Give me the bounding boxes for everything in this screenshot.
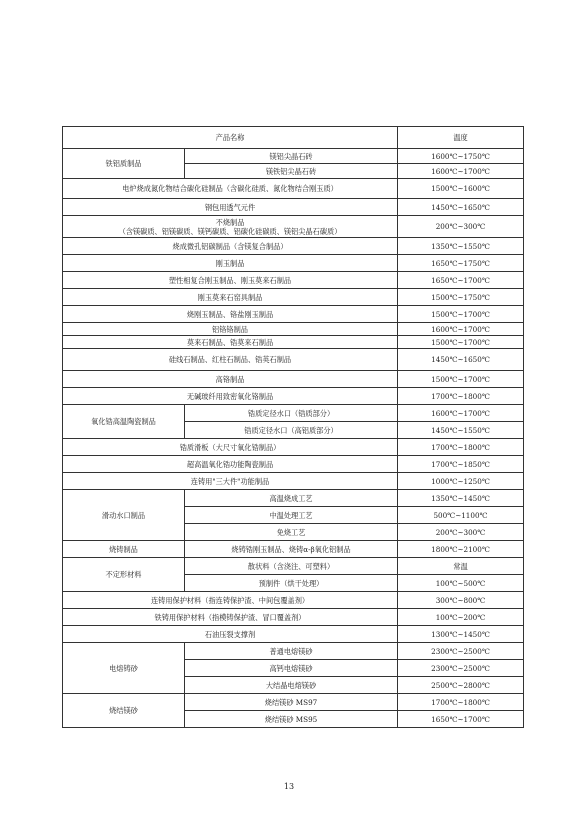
- temperature-cell: 1450℃~1550℃: [398, 422, 524, 439]
- product-name-cell: 锆质滑板（大尺寸氧化锆制品）: [63, 439, 398, 456]
- temperature-cell: 1350℃~1550℃: [398, 238, 524, 255]
- temperature-cell: 1300℃~1450℃: [398, 626, 524, 643]
- table-row: [63, 216, 524, 238]
- temperature-cell: 1700℃~1800℃: [398, 388, 524, 405]
- product-name-cell: 石油压裂支撑剂: [63, 626, 398, 643]
- product-name-cell: 烧成微孔铝碳制品（含镁复合制品）: [63, 238, 398, 255]
- table-row: [63, 643, 524, 660]
- table-row: [63, 149, 524, 164]
- header-row: [63, 127, 524, 149]
- product-name-cell: 超高温氧化锆功能陶瓷制品: [63, 456, 398, 473]
- category-cell: 铁铝质制品: [63, 149, 185, 179]
- product-name-cell: 塑性相复合刚玉制品、刚玉莫来石制品: [63, 272, 398, 289]
- temperature-cell: 1650℃~1700℃: [398, 272, 524, 289]
- temperature-cell: 1700℃~1800℃: [398, 694, 524, 711]
- table-row: [63, 199, 524, 216]
- product-name-cell: 钢包用透气元件: [63, 199, 398, 216]
- temperature-cell: 1800℃~2100℃: [398, 541, 524, 558]
- subcategory-cell: 锆质定径水口（锆质部分）: [185, 405, 398, 422]
- header-temperature: 温度: [398, 127, 524, 149]
- subcategory-cell: 免烧工艺: [185, 524, 398, 541]
- product-name-cell: 莫来石制品、锆莫来石制品: [63, 336, 398, 349]
- table-row: [63, 349, 524, 371]
- temperature-cell: 100℃~500℃: [398, 575, 524, 592]
- table-row: [63, 609, 524, 626]
- temperature-table: [62, 126, 524, 728]
- product-name-cell: 连铸用保护材料（指连铸保护渣、中间包覆盖剂）: [63, 592, 398, 609]
- table-row: [63, 694, 524, 711]
- table-row: [63, 592, 524, 609]
- table-row: [63, 439, 524, 456]
- table-row: [63, 490, 524, 507]
- subcategory-cell: 中温处理工艺: [185, 507, 398, 524]
- header-product: 产品名称: [63, 127, 398, 149]
- subcategory-cell: 高温烧成工艺: [185, 490, 398, 507]
- category-cell: 电熔铸砂: [63, 643, 185, 694]
- product-name-cell: 硅线石制品、红柱石制品、锆英石制品: [63, 349, 398, 371]
- table-row: [63, 405, 524, 422]
- temperature-cell: 1450℃~1650℃: [398, 199, 524, 216]
- temperature-cell: 1000℃~1250℃: [398, 473, 524, 490]
- temperature-cell: 2500℃~2800℃: [398, 677, 524, 694]
- category-cell: 氧化锆高温陶瓷制品: [63, 405, 185, 439]
- table-row: [63, 336, 524, 349]
- temperature-cell: 2300℃~2500℃: [398, 660, 524, 677]
- temperature-cell: 500℃~1100℃: [398, 507, 524, 524]
- table-row: [63, 473, 524, 490]
- product-name-line: 不烧制品: [215, 217, 245, 227]
- product-name-cell: 刚玉制品: [63, 255, 398, 272]
- subcategory-cell: 普通电熔镁砂: [185, 643, 398, 660]
- subcategory-cell: 大结晶电熔镁砂: [185, 677, 398, 694]
- product-name-cell: 高铬制品: [63, 371, 398, 388]
- product-name-detail: （含镁碳质、铝镁碳质、镁钙碳质、铝碳化硅碳质、镁铝尖晶石碳质）: [118, 226, 342, 236]
- table-row: [63, 626, 524, 643]
- product-name-cell: 连铸用"三大件"功能制品: [63, 473, 398, 490]
- subcategory-cell: 烧结镁砂 MS97: [185, 694, 398, 711]
- table-row: [63, 323, 524, 336]
- product-name-cell: 铁铸用保护材料（指模铸保护渣、冒口覆盖剂）: [63, 609, 398, 626]
- temperature-cell: 1350℃~1450℃: [398, 490, 524, 507]
- table-row: [63, 456, 524, 473]
- temperature-cell: 1500℃~1750℃: [398, 289, 524, 306]
- product-name-cell: 刚玉莫来石窑具制品: [63, 289, 398, 306]
- category-cell: 滑动水口制品: [63, 490, 185, 541]
- table-row: [63, 388, 524, 405]
- table-row: [63, 371, 524, 388]
- temperature-cell: 1650℃~1700℃: [398, 711, 524, 728]
- temperature-cell: 200℃~300℃: [398, 216, 524, 238]
- table-row: [63, 541, 524, 558]
- temperature-cell: 1650℃~1750℃: [398, 255, 524, 272]
- subcategory-cell: 烧铸锆刚玉制品、烧铸α-β氧化铝制品: [185, 541, 398, 558]
- product-name-cell: [63, 216, 398, 238]
- category-cell: 烧铸制品: [63, 541, 185, 558]
- temperature-cell: 100℃~200℃: [398, 609, 524, 626]
- product-name-cell: 烧刚玉制品、铬盐刚玉制品: [63, 306, 398, 323]
- table-row: [63, 272, 524, 289]
- temperature-cell: 1700℃~1850℃: [398, 456, 524, 473]
- table-row: [63, 289, 524, 306]
- subcategory-cell: 镁铁铝尖晶石砖: [185, 164, 398, 179]
- table-body: [63, 127, 524, 728]
- category-cell: 不定形材料: [63, 558, 185, 592]
- table-row: [63, 255, 524, 272]
- subcategory-cell: 烧结镁砂 MS95: [185, 711, 398, 728]
- product-name-cell: 铝铬铬制品: [63, 323, 398, 336]
- table-row: [63, 238, 524, 255]
- temperature-cell: 1700℃~1800℃: [398, 439, 524, 456]
- temperature-cell: 1500℃~1700℃: [398, 306, 524, 323]
- temperature-cell: 300℃~800℃: [398, 592, 524, 609]
- temperature-cell: 1450℃~1650℃: [398, 349, 524, 371]
- temperature-cell: 200℃~300℃: [398, 524, 524, 541]
- temperature-cell: 1600℃~1700℃: [398, 405, 524, 422]
- temperature-cell: 1500℃~1700℃: [398, 336, 524, 349]
- table-row: [63, 306, 524, 323]
- table-row: [63, 179, 524, 199]
- page-number: 13: [283, 782, 295, 791]
- product-name-cell: 无碱玻纤用致密氧化铬制品: [63, 388, 398, 405]
- subcategory-cell: 预制件（烘干处理）: [185, 575, 398, 592]
- subcategory-cell: 镁铝尖晶石砖: [185, 149, 398, 164]
- subcategory-cell: 锆质定径水口（高铝质部分）: [185, 422, 398, 439]
- subcategory-cell: 高钙电熔镁砂: [185, 660, 398, 677]
- table-row: [63, 558, 524, 575]
- temperature-cell: 1600℃~1700℃: [398, 323, 524, 336]
- category-cell: 烧结镁砂: [63, 694, 185, 728]
- product-name-cell: 电炉烧成氮化物结合碳化硅制品（含碳化硅质、氮化物结合刚玉质）: [63, 179, 398, 199]
- temperature-cell: 1500℃~1600℃: [398, 179, 524, 199]
- temperature-cell: 1600℃~1750℃: [398, 149, 524, 164]
- temperature-cell: 2300℃~2500℃: [398, 643, 524, 660]
- temperature-cell: 1600℃~1700℃: [398, 164, 524, 179]
- temperature-cell: 常温: [398, 558, 524, 575]
- subcategory-cell: 散状料（含浇注、可塑料）: [185, 558, 398, 575]
- temperature-cell: 1500℃~1700℃: [398, 371, 524, 388]
